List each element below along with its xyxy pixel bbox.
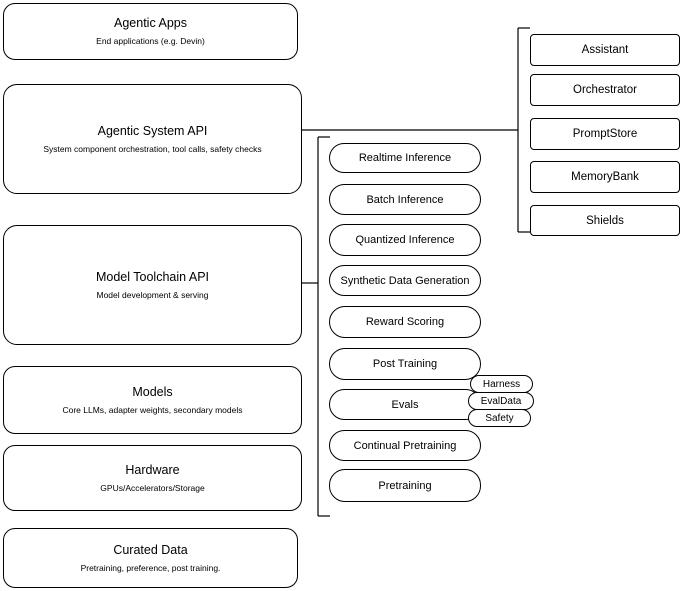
layer-models[interactable] <box>3 366 302 434</box>
capability-quantized-inference[interactable] <box>329 224 481 256</box>
capability-reward-scoring[interactable] <box>329 306 481 338</box>
layer-agentic-apps[interactable] <box>3 3 298 60</box>
layer-subtitle: Pretraining, preference, post training. <box>80 562 221 573</box>
component-label: Assistant <box>581 44 629 56</box>
component-label: MemoryBank <box>571 171 639 183</box>
layer-title: Agentic Apps <box>114 16 187 31</box>
eval-pill-safety[interactable] <box>468 409 531 427</box>
eval-pill-harness[interactable] <box>470 375 533 393</box>
capability-label: Continual Pretraining <box>353 439 457 452</box>
layer-model-toolchain-api[interactable] <box>3 225 302 345</box>
layer-title: Hardware <box>125 462 180 477</box>
capability-post-training[interactable] <box>329 348 481 380</box>
component-label: Shields <box>586 214 624 227</box>
layer-curated-data[interactable] <box>3 528 298 588</box>
layer-subtitle: Model development & serving <box>96 289 209 300</box>
capability-evals[interactable] <box>329 389 481 420</box>
component-promptstore[interactable] <box>530 118 680 150</box>
layer-subtitle: System component orchestration, tool calls, safety checks <box>43 143 262 154</box>
capability-label: Quantized Inference <box>355 234 455 246</box>
layer-subtitle: GPUs/Accelerators/Storage <box>100 482 205 493</box>
component-label: PromptStore <box>572 128 638 140</box>
component-memorybank[interactable] <box>530 161 680 193</box>
layer-hardware[interactable] <box>3 445 302 511</box>
capability-continual-pretraining[interactable] <box>329 430 481 461</box>
layer-subtitle: End applications (e.g. Devin) <box>96 36 205 47</box>
eval-pill-label: EvalData <box>480 395 522 407</box>
capability-label: Synthetic Data Generation <box>340 274 470 287</box>
layer-agentic-system-api[interactable] <box>3 84 302 194</box>
eval-pill-label: Harness <box>482 378 521 390</box>
capability-label: Batch Inference <box>366 193 444 206</box>
capability-label: Realtime Inference <box>358 152 452 164</box>
capability-realtime-inference[interactable] <box>329 143 481 173</box>
layer-title: Models <box>132 384 173 399</box>
component-assistant[interactable] <box>530 34 680 66</box>
layer-title: Agentic System API <box>97 123 208 138</box>
capability-label: Post Training <box>372 358 438 370</box>
component-label: Orchestrator <box>573 84 637 96</box>
capability-label: Pretraining <box>378 479 432 492</box>
component-shields[interactable] <box>530 205 680 236</box>
capability-label: Reward Scoring <box>365 316 445 328</box>
layer-title: Curated Data <box>113 542 188 557</box>
capability-label: Evals <box>391 398 419 411</box>
eval-pill-evaldata[interactable] <box>468 392 534 410</box>
layer-title: Model Toolchain API <box>95 269 210 284</box>
layer-subtitle: Core LLMs, adapter weights, secondary models <box>62 404 243 415</box>
capability-pretraining[interactable] <box>329 469 481 502</box>
eval-pill-label: Safety <box>485 412 514 424</box>
capability-batch-inference[interactable] <box>329 184 481 215</box>
component-orchestrator[interactable] <box>530 74 680 106</box>
capability-synthetic-data-generation[interactable] <box>329 265 481 296</box>
